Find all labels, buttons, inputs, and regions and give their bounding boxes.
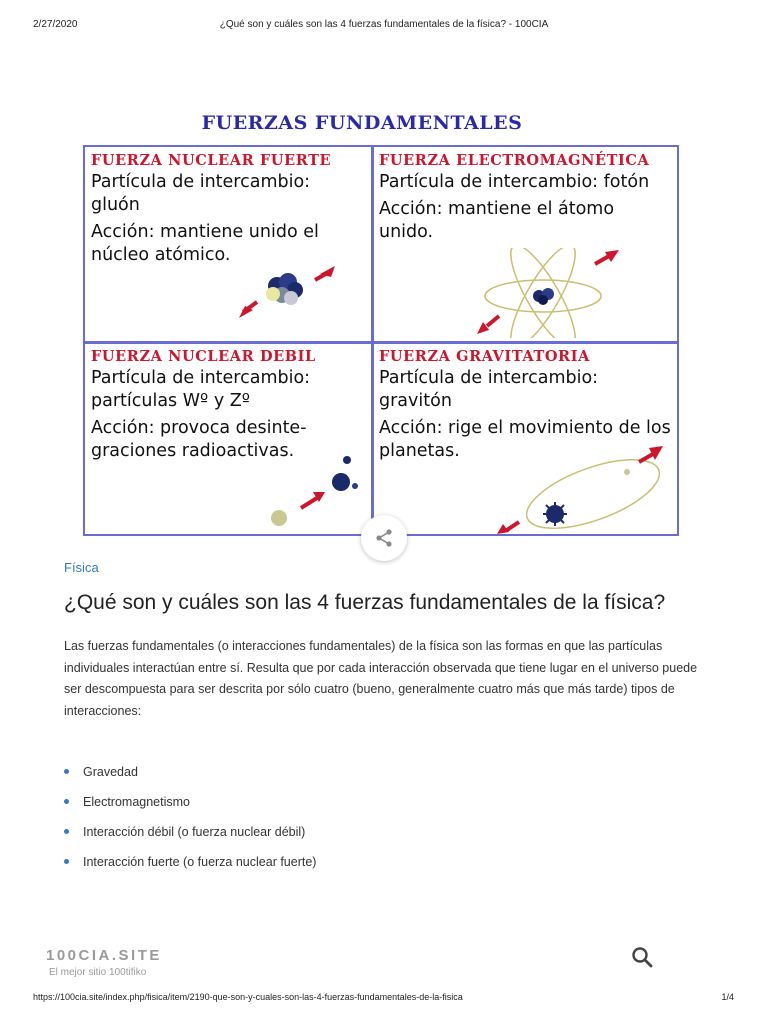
print-date: 2/27/2020 [33,19,78,30]
nucleus-icon [235,260,355,320]
print-header [0,0,768,40]
share-icon [374,528,394,548]
atom-icon [473,248,633,338]
decay-icon [265,448,369,528]
site-logo[interactable]: 100CIA.SITE [46,947,162,964]
list-item: Interacción fuerte (o fuerza nuclear fuerte) [64,851,316,881]
planet-orbit-icon [493,444,673,534]
search-button[interactable] [630,945,654,969]
infographic-title: FUERZAS FUNDAMENTALES [201,112,523,134]
cell-particle: Partícula de intercambio: partículas Wº y Zº [91,368,311,411]
cell-electromagnetic-force [373,148,679,341]
forces-infographic [83,108,681,538]
list-item: Electromagnetismo [64,791,316,821]
share-button[interactable] [361,515,407,561]
cell-heading: FUERZA ELECTROMAGNÉTICA [379,152,650,169]
site-tagline: El mejor sitio 100tifiko [49,967,147,978]
cell-heading: FUERZA NUCLEAR DEBIL [91,348,316,365]
page-number: 1/4 [721,992,734,1002]
forces-list [64,761,316,881]
cell-strong-force [85,148,369,341]
article-intro: Las fuerzas fundamentales (o interacciones fundamentales) de la física son las formas en que las partículas individuales interactúan entre sí. Resulta que por cada interacción observada que tiene lugar en el universo puede ser descompuesta para ser descrita por sólo cuatro (bueno, generalmente cuatro más que más tarde) tipos de interacciones: [64,639,698,718]
cell-weak-force [85,344,369,534]
cell-action: Acción: provoca desinte-graciones radioactivas. [91,418,307,461]
print-page-title: ¿Qué son y cuáles son las 4 fuerzas fundamentales de la física? - 100CIA [219,19,549,30]
cell-particle: Partícula de intercambio: gravitón [379,368,599,411]
cell-particle: Partícula de intercambio: gluón [91,172,311,215]
list-item: Gravedad [64,761,316,791]
print-url: https://100cia.site/index.php/fisica/item/2190-que-son-y-cuales-son-las-4-fuerzas-fundamentales-de-la-fisica [33,992,463,1002]
cell-action: Acción: mantiene unido el núcleo atómico. [91,222,319,265]
search-icon [630,945,654,969]
list-item: Interacción débil (o fuerza nuclear débil) [64,821,316,851]
cell-action: Acción: rige el movimiento de los planetas. [379,418,671,461]
cell-heading: FUERZA NUCLEAR FUERTE [91,152,332,169]
cell-heading: FUERZA GRAVITATORIA [379,348,590,365]
category-link[interactable]: Física [64,560,99,575]
article-title: ¿Qué son y cuáles son las 4 fuerzas fundamentales de la física? [64,591,666,614]
cell-particle: Partícula de intercambio: fotón [379,172,650,192]
cell-gravitational-force [373,344,679,534]
cell-action: Acción: mantiene el átomo unido. [379,199,615,242]
